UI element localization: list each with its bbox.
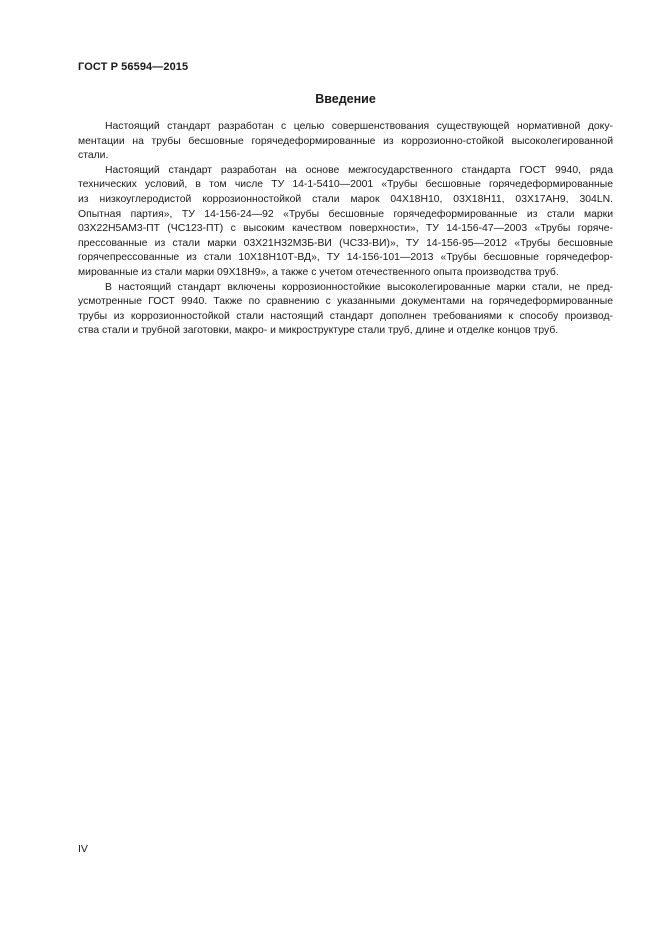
page-number: IV [78, 843, 88, 855]
section-title: Введение [315, 92, 376, 106]
paragraph-3 [78, 281, 613, 339]
text-line: Настоящий стандарт разработан с целью совершенствования существующей нормативной доку- [105, 121, 613, 132]
text-line: стали. [78, 150, 109, 162]
text-line: ства стали и трубной заготовки, макро- и микроструктуре стали труб, длине и отделке концов труб. [78, 325, 559, 337]
text-line: мированные из стали марки 09Х18Н9», а также с учетом отечественного опыта производства труб. [78, 266, 559, 278]
text-line: технических условий, в том числе ТУ 14-1-5410—2001 «Трубы бесшовные горячедеформированные [78, 179, 613, 191]
paragraph-2 [78, 164, 613, 281]
standard-code: ГОСТ Р 56594—2015 [78, 61, 189, 73]
text-line: Опытная партия», ТУ 14-156-24—92 «Трубы бесшовные горячедеформированные из стали марки [78, 208, 613, 220]
text-line: трубы из коррозионностойкой стали настоящий стандарт дополнен требованиями к способу производ- [78, 310, 613, 322]
text-line: ментации на трубы бесшовные горячедеформированные из коррозионно-стойкой высоколегированной [78, 135, 613, 147]
text-line: из низкоуглеродистой коррозионностойкой стали марок 04Х18Н10, 03Х18Н11, 03Х17АН9, 304LN. [78, 193, 613, 205]
text-line: усмотренные ГОСТ 9940. Также по сравнению с указанными документами на горячедеформированные [78, 296, 613, 308]
text-line: Настоящий стандарт разработан на основе межгосударственного стандарта ГОСТ 9940, ряда [105, 164, 613, 176]
paragraph-1 [78, 120, 613, 164]
text-line: 03Х22Н5АМ3-ПТ (ЧС123-ПТ) с высоким качеством поверхности», ТУ 14-156-47—2003 «Трубы горяче- [78, 223, 613, 235]
text-line: В настоящий стандарт включены коррозионностойкие высоколегированные марки стали, не пред- [105, 281, 613, 293]
text-line: прессованные из стали марки 03Х21Н32М3Б-ВИ (ЧС33-ВИ)», ТУ 14-156-95—2012 «Трубы бесшовные [78, 237, 613, 249]
body-text [78, 120, 613, 339]
text-line: горячепрессованные из стали 10Х18Н10Т-ВД», ТУ 14-156-101—2013 «Трубы бесшовные горячедефор- [78, 252, 613, 264]
